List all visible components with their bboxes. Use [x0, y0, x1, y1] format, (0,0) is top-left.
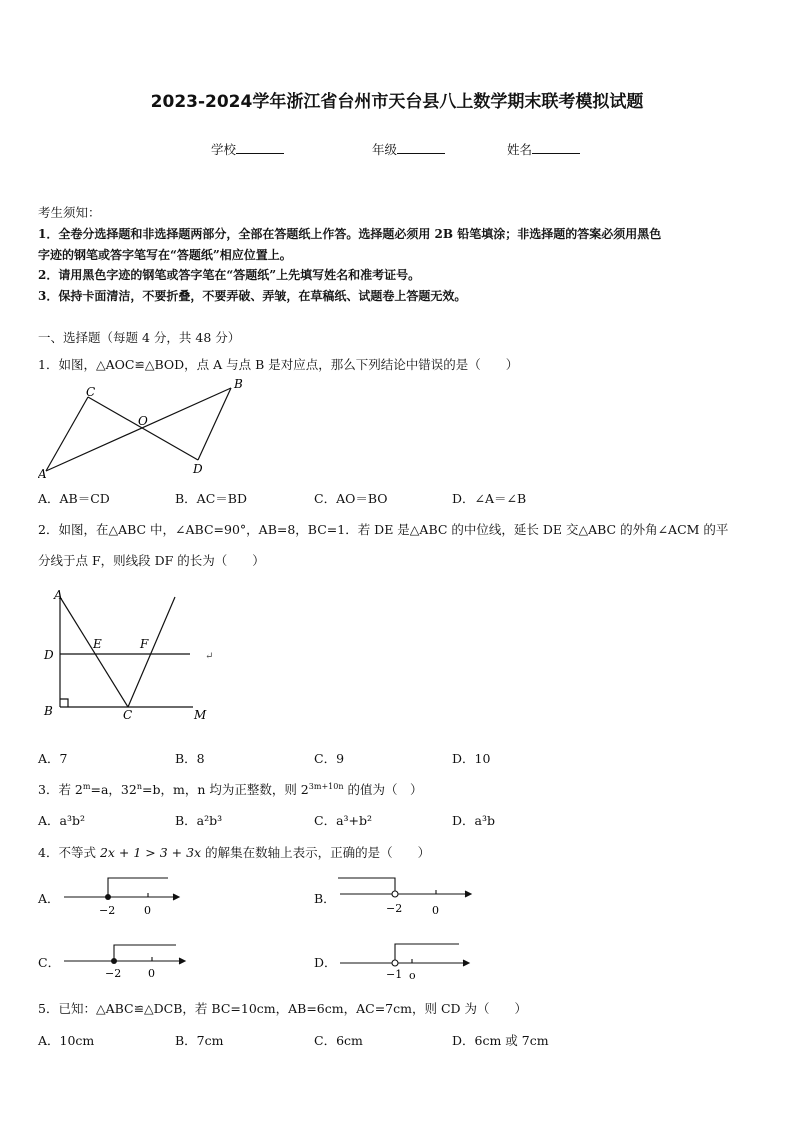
school-blank: [236, 140, 284, 154]
name-field: 姓名: [507, 140, 580, 158]
q1-stem: 1．如图，△AOC≌△BOD，点 A 与点 B 是对应点，那么下列结论中错误的是（ ）: [38, 357, 519, 372]
q3-option-b: B．a²b³: [175, 813, 223, 828]
q4-option-a-label: A．: [38, 891, 60, 906]
q2-figure: [38, 585, 218, 725]
q5-option-b: B．7cm: [175, 1033, 224, 1048]
q3-option-d: D．a³b: [452, 813, 495, 828]
q4-option-b-label: B．: [314, 891, 336, 906]
school-field: 学校: [211, 140, 284, 158]
q4-stem: 4．不等式 2x + 1 > 3 + 3x 的解集在数轴上表示，正确的是（ ）: [38, 845, 431, 860]
q4-option-c-numberline: [60, 937, 190, 983]
q4-a-solid-point: [105, 894, 111, 900]
notice-item-2: 2．请用黑色字迹的钢笔或答字笔在“答题纸”上先填写姓名和准考证号。: [38, 268, 421, 282]
section-heading: 一、选择题（每题 4 分，共 48 分）: [38, 330, 241, 345]
q2-segment-ac: [60, 597, 128, 707]
q4-option-c-label: C．: [38, 955, 61, 970]
page-title: 2023-2024学年浙江省台州市天台县八上数学期末联考模拟试题: [150, 92, 644, 112]
q1-label-c: C: [86, 385, 96, 399]
q2-option-d: D．10: [452, 751, 491, 766]
notice-heading: 考生须知：: [38, 205, 101, 220]
q3-option-a: A．a³b²: [38, 813, 86, 828]
q4-a-tick-zero: 0: [144, 904, 151, 917]
notice-item-3: 3．保持卡面清洁，不要折叠，不要弄破、弄皱，在草稿纸、试题卷上答题无效。: [38, 289, 467, 303]
q5-option-d: D．6cm 或 7cm: [452, 1033, 549, 1048]
q2-label-a: A: [54, 588, 63, 602]
name-blank: [532, 140, 580, 154]
q2-option-b: B．8: [175, 751, 205, 766]
notice-item-1-cont: 字迹的钢笔或答字笔写在“答题纸”相应位置上。: [38, 248, 292, 262]
q4-b-tick-neg: −2: [386, 902, 403, 915]
q4-b-open-point: [392, 891, 398, 897]
q1-label-d: D: [193, 462, 203, 476]
q2-option-a: A．7: [38, 751, 68, 766]
q2-label-e: E: [93, 637, 102, 651]
grade-blank: [397, 140, 445, 154]
q1-option-c: C．AO＝BO: [314, 491, 388, 506]
q1-label-a: A: [38, 467, 47, 480]
q1-option-a: A．AB＝CD: [38, 491, 110, 506]
q1-label-b: B: [234, 377, 243, 391]
q1-segment-ac: [46, 397, 88, 471]
notice-item-1: 1．全卷分选择题和非选择题两部分，全部在答题纸上作答。选择题必须用 2B 铅笔填涂；非选择题的答案必须用黑色: [38, 227, 662, 241]
q2-label-b: B: [44, 704, 53, 718]
q1-segment-ab: [46, 388, 231, 471]
q5-stem: 5．已知：△ABC≌△DCB，若 BC=10cm，AB=6cm，AC=7cm，则 CD 为（ ）: [38, 1001, 528, 1016]
q2-label-f: F: [140, 637, 149, 651]
q2-bisector-cf: [128, 597, 175, 707]
q2-label-c: C: [123, 708, 133, 722]
q1-segment-cd: [88, 397, 198, 460]
q5-option-c: C．6cm: [314, 1033, 363, 1048]
q3-stem: 3．若 $2^m=a$，$32^n=b$，m，n 均为正整数，则 $2^{3m+10n}$ 的值为（ ）: [38, 782, 423, 797]
q2-label-d: D: [44, 648, 54, 662]
q4-d-tick-zero: o: [409, 969, 416, 982]
q2-label-m: M: [194, 708, 207, 722]
q2-stem-line2: 分线于点 F，则线段 DF 的长为（ ）: [38, 553, 265, 568]
q2-stem-line1: 2．如图，在△ABC 中，∠ABC=90°，AB=8，BC=1．若 DE 是△ABC 的中位线，延长 DE 交△ABC 的外角∠ACM 的平: [38, 522, 729, 537]
grade-field: 年级: [372, 140, 445, 158]
q1-figure: [38, 375, 250, 480]
q1-label-o: O: [138, 414, 148, 428]
q4-d-tick-neg: −1: [386, 968, 403, 981]
q4-c-solid-point: [111, 958, 117, 964]
q4-option-d-numberline: [336, 936, 476, 982]
q1-option-d: D．∠A＝∠B: [452, 491, 527, 506]
q2-option-c: C．9: [314, 751, 345, 766]
q4-a-tick-neg: −2: [99, 904, 116, 917]
q4-d-open-point: [392, 960, 398, 966]
q4-option-d-label: D．: [314, 955, 337, 970]
q2-return-mark: ↵: [205, 651, 214, 662]
q1-option-b: B．AC＝BD: [175, 491, 247, 506]
q4-c-tick-zero: 0: [148, 967, 155, 980]
q3-option-c: C．a³+b²: [314, 813, 373, 828]
q1-segment-bd: [198, 388, 231, 460]
q5-option-a: A．10cm: [38, 1033, 95, 1048]
q4-option-b-numberline: [336, 872, 476, 920]
q4-b-tick-zero: 0: [432, 904, 439, 917]
q4-option-a-numberline: [60, 872, 185, 920]
q2-right-angle-mark: [60, 699, 68, 707]
q4-c-tick-neg: −2: [105, 967, 122, 980]
